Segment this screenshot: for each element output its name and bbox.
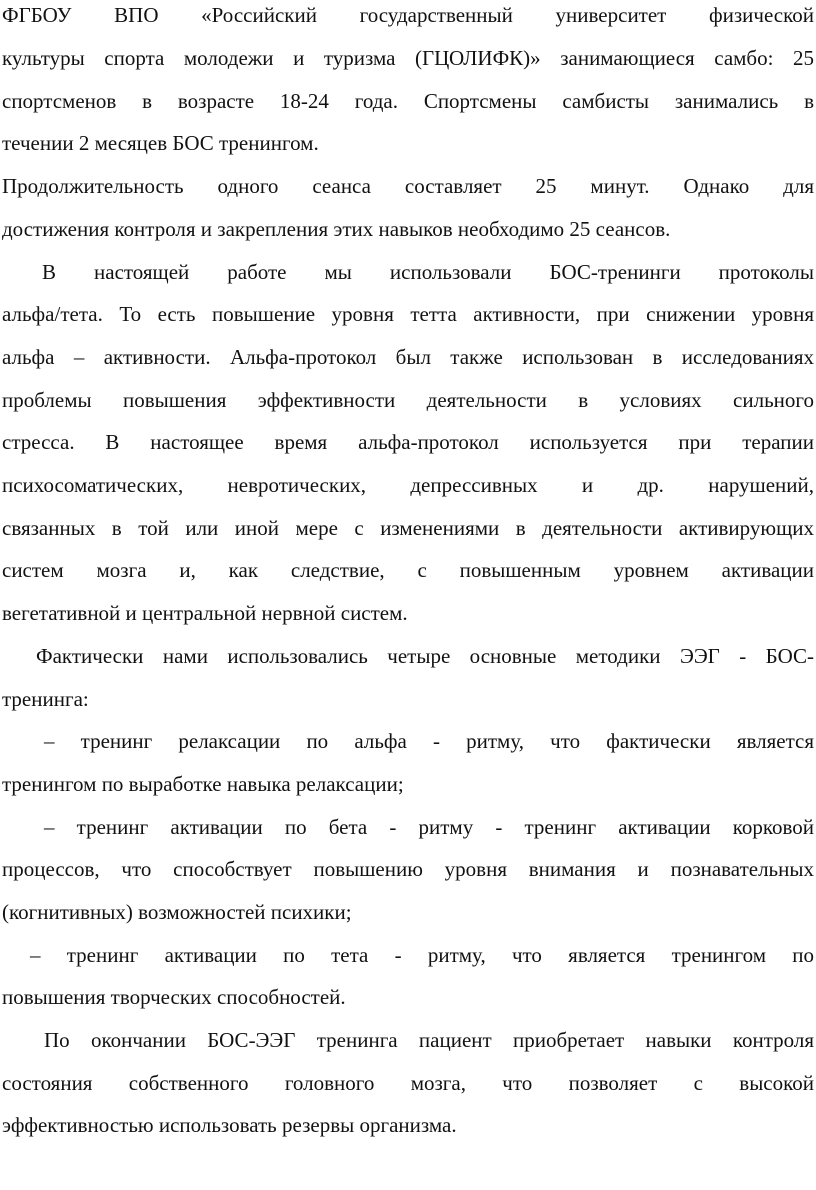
text-line: альфа/тета. То есть повышение уровня тетта активности, при снижении уровня bbox=[2, 302, 814, 326]
text-line: течении 2 месяцев БОС тренингом. bbox=[2, 131, 319, 155]
list-item: – тренинг релаксации по альфа - ритму, что фактически является bbox=[44, 729, 814, 753]
text-line: психосоматических, невротических, депрессивных и др. нарушений, bbox=[2, 473, 814, 497]
text-line: повышения творческих способностей. bbox=[2, 985, 346, 1009]
text-line: проблемы повышения эффективности деятельности в условиях сильного bbox=[2, 388, 814, 412]
text-line: культуры спорта молодежи и туризма (ГЦОЛИФК)» занимающиеся самбо: 25 bbox=[2, 46, 814, 70]
text-line: эффективностью использовать резервы организма. bbox=[2, 1113, 457, 1137]
text-line: спортсменов в возрасте 18-24 года. Спортсмены самбисты занимались в bbox=[2, 89, 814, 113]
text-line: Продолжительность одного сеанса составляет 25 минут. Однако для bbox=[2, 174, 814, 198]
text-line: систем мозга и, как следствие, с повышенным уровнем активации bbox=[2, 558, 814, 582]
text-line: Фактически нами использовались четыре основные методики ЭЭГ - БОС- bbox=[36, 644, 814, 668]
text-line: вегетативной и центральной нервной систем. bbox=[2, 601, 408, 625]
text-line: ФГБОУ ВПО «Российский государственный университет физической bbox=[2, 3, 814, 27]
text-line: тренингом по выработке навыка релаксации; bbox=[2, 772, 404, 796]
text-line: состояния собственного головного мозга, что позволяет с высокой bbox=[2, 1071, 814, 1095]
text-line: тренинга: bbox=[2, 687, 89, 711]
text-line: достижения контроля и закрепления этих навыков необходимо 25 сеансов. bbox=[2, 217, 671, 241]
list-item: – тренинг активации по тета - ритму, что является тренингом по bbox=[30, 943, 814, 967]
text-line: стресса. В настоящее время альфа-протокол используется при терапии bbox=[2, 430, 814, 454]
text-line: альфа – активности. Альфа-протокол был также использован в исследованиях bbox=[2, 345, 814, 369]
text-line: процессов, что способствует повышению уровня внимания и познавательных bbox=[2, 857, 814, 881]
text-line: (когнитивных) возможностей психики; bbox=[2, 900, 352, 924]
list-item: – тренинг активации по бета - ритму - тренинг активации корковой bbox=[44, 815, 814, 839]
text-line: В настоящей работе мы использовали БОС-тренинги протоколы bbox=[42, 260, 814, 284]
text-line: связанных в той или иной мере с изменениями в деятельности активирующих bbox=[2, 516, 814, 540]
text-line: По окончании БОС-ЭЭГ тренинга пациент приобретает навыки контроля bbox=[44, 1028, 814, 1052]
